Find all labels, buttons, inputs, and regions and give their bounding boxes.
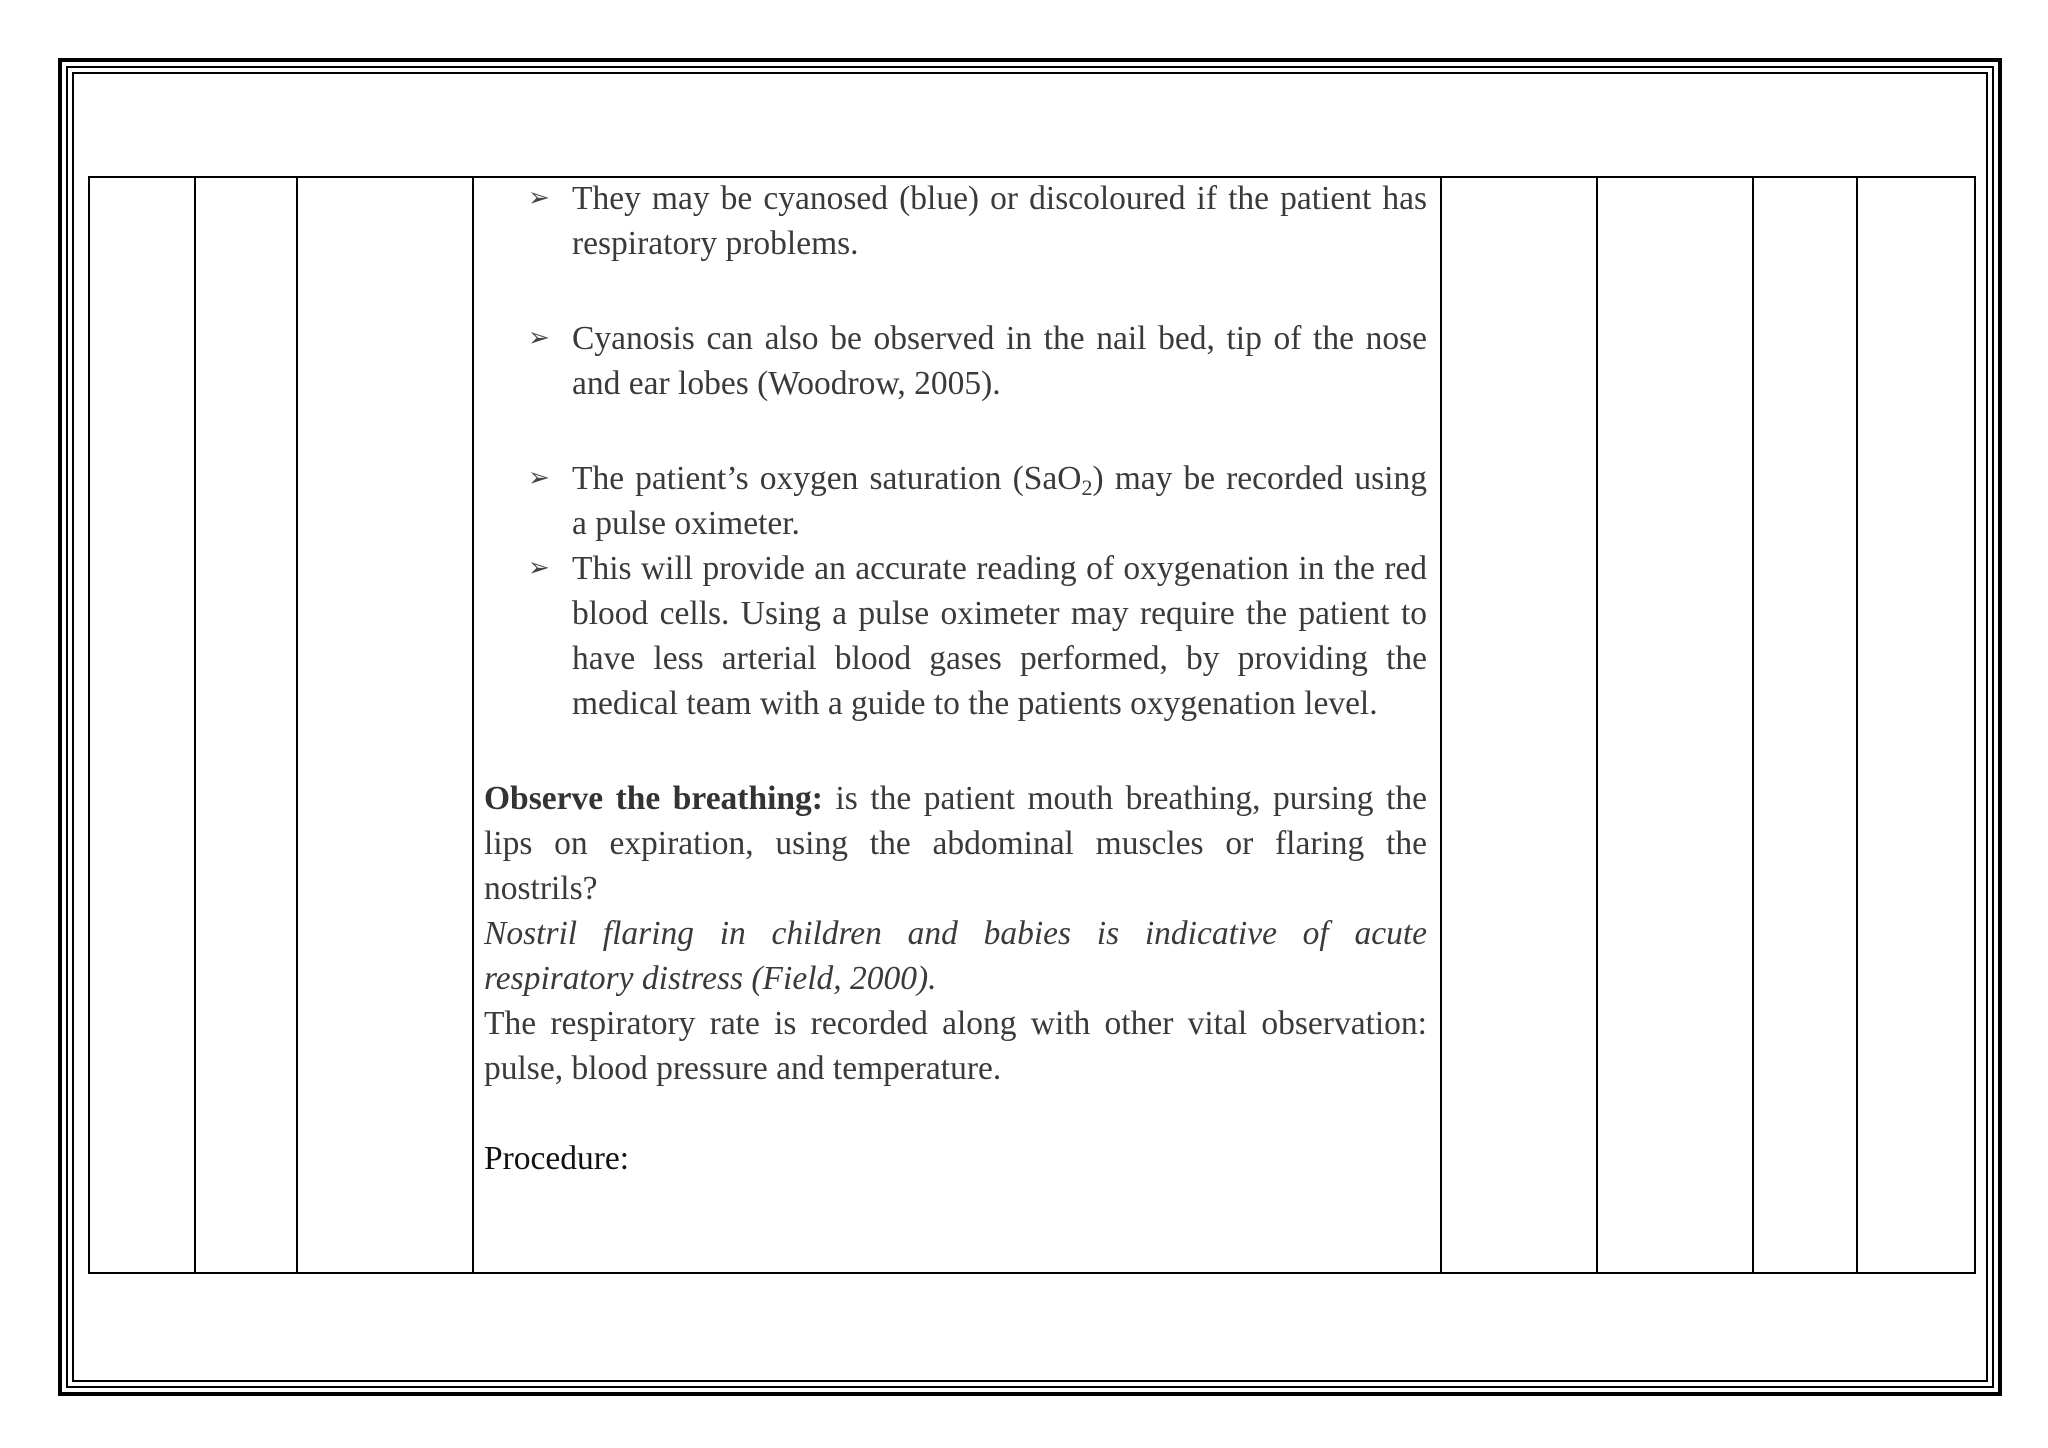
bullet-item: [484, 176, 1427, 266]
bullet-text: Cyanosis can also be observed in the nail bed, tip of the nose and ear lobes (Woodrow, 2005).: [572, 320, 1427, 402]
arrow-bullet-icon: ➢: [528, 323, 550, 353]
italic-note: Nostril flaring in children and babies is indicative of acute respiratory distress (Field, 2000).: [484, 915, 1427, 997]
observe-heading: Observe the breathing:: [484, 780, 823, 817]
main-content-cell: [484, 176, 1427, 1181]
subscript: 2: [1081, 475, 1093, 500]
column-divider: [1596, 178, 1598, 1272]
bullet-item: [484, 456, 1427, 546]
column-divider: [194, 178, 196, 1272]
observe-text: is the patient mouth breathing, pursing the lips on expiration, using the abdominal muscles or flaring the nostrils?: [484, 780, 1428, 907]
bullet-text: The patient’s oxygen saturation (SaO$_2$) may be recorded using a pulse oximeter.: [572, 460, 1427, 542]
column-divider: [1856, 178, 1858, 1272]
observe-paragraph: [484, 776, 1427, 911]
arrow-bullet-icon: ➢: [528, 463, 550, 493]
bullet-item: [484, 546, 1427, 726]
arrow-bullet-icon: ➢: [528, 183, 550, 213]
column-divider: [296, 178, 298, 1272]
column-divider: [472, 178, 474, 1272]
arrow-bullet-icon: ➢: [528, 553, 550, 583]
bullet-text: This will provide an accurate reading of oxygenation in the red blood cells. Using a pulse oximeter may require the patient to have less arterial blood gases performed, by providing the medical team with a guide to the patients oxygenation level.: [572, 550, 1427, 722]
respiratory-rate-text: The respiratory rate is recorded along with other vital observation: pulse, blood pressure and temperature.: [484, 1005, 1427, 1087]
procedure-label: Procedure:: [484, 1140, 630, 1177]
bullet-text: They may be cyanosed (blue) or discoloured if the patient has respiratory problems.: [572, 180, 1427, 262]
column-divider: [1440, 178, 1442, 1272]
bullet-item: [484, 316, 1427, 406]
column-divider: [1752, 178, 1754, 1272]
